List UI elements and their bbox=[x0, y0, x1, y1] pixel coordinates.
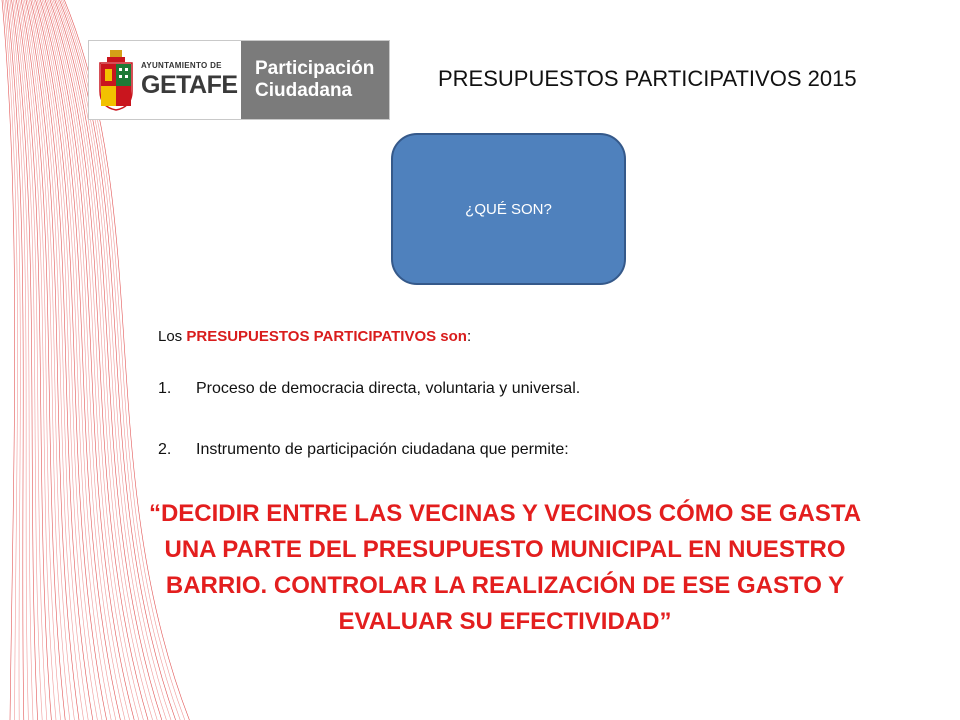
list-item bbox=[158, 441, 569, 459]
list-item-number: 1. bbox=[158, 380, 172, 397]
decorative-curve bbox=[4, 0, 18, 720]
intro-suffix: : bbox=[466, 328, 472, 345]
intro-prefix: Los bbox=[158, 328, 187, 345]
coat-of-arms-icon bbox=[97, 49, 135, 111]
que-son-button[interactable] bbox=[391, 133, 626, 285]
list-item-text: Instrumento de participación ciudadana que permite: bbox=[196, 441, 569, 458]
participacion-ciudadana-block bbox=[241, 41, 389, 119]
list-item bbox=[158, 380, 580, 398]
ayuntamiento-text bbox=[141, 62, 238, 98]
decorative-curve bbox=[2, 0, 15, 720]
ayuntamiento-label: AYUNTAMIENTO DE bbox=[141, 61, 222, 70]
intro-text bbox=[158, 328, 471, 345]
logo-line-1: Participación bbox=[255, 58, 375, 79]
list-item-number: 2. bbox=[158, 441, 172, 458]
decorative-curve bbox=[5, 0, 20, 720]
que-son-label: ¿QUÉ SON? bbox=[465, 200, 552, 218]
slide-title: PRESUPUESTOS PARTICIPATIVOS 2015 bbox=[438, 66, 857, 91]
list-item-text: Proceso de democracia directa, voluntaria y universal. bbox=[196, 380, 581, 397]
logo-line-2: Ciudadana bbox=[255, 80, 353, 101]
getafe-logo bbox=[88, 40, 390, 120]
intro-highlight: PRESUPUESTOS PARTICIPATIVOS son bbox=[186, 328, 467, 345]
decorative-curve bbox=[15, 0, 47, 720]
highlight-quote: “DECIDIR ENTRE LAS VECINAS Y VECINOS CÓMO SE GASTA UNA PARTE DEL PRESUPUESTO MUNICIPAL EN NUESTRO BARRIO. CONTROLAR LA REALIZACIÓN DE ESE GASTO Y EVALUAR SU EFECTIVIDAD” bbox=[148, 500, 862, 635]
logo-ayuntamiento-block bbox=[89, 41, 241, 119]
decorative-curve bbox=[28, 0, 84, 720]
city-name: GETAFE bbox=[141, 71, 238, 99]
